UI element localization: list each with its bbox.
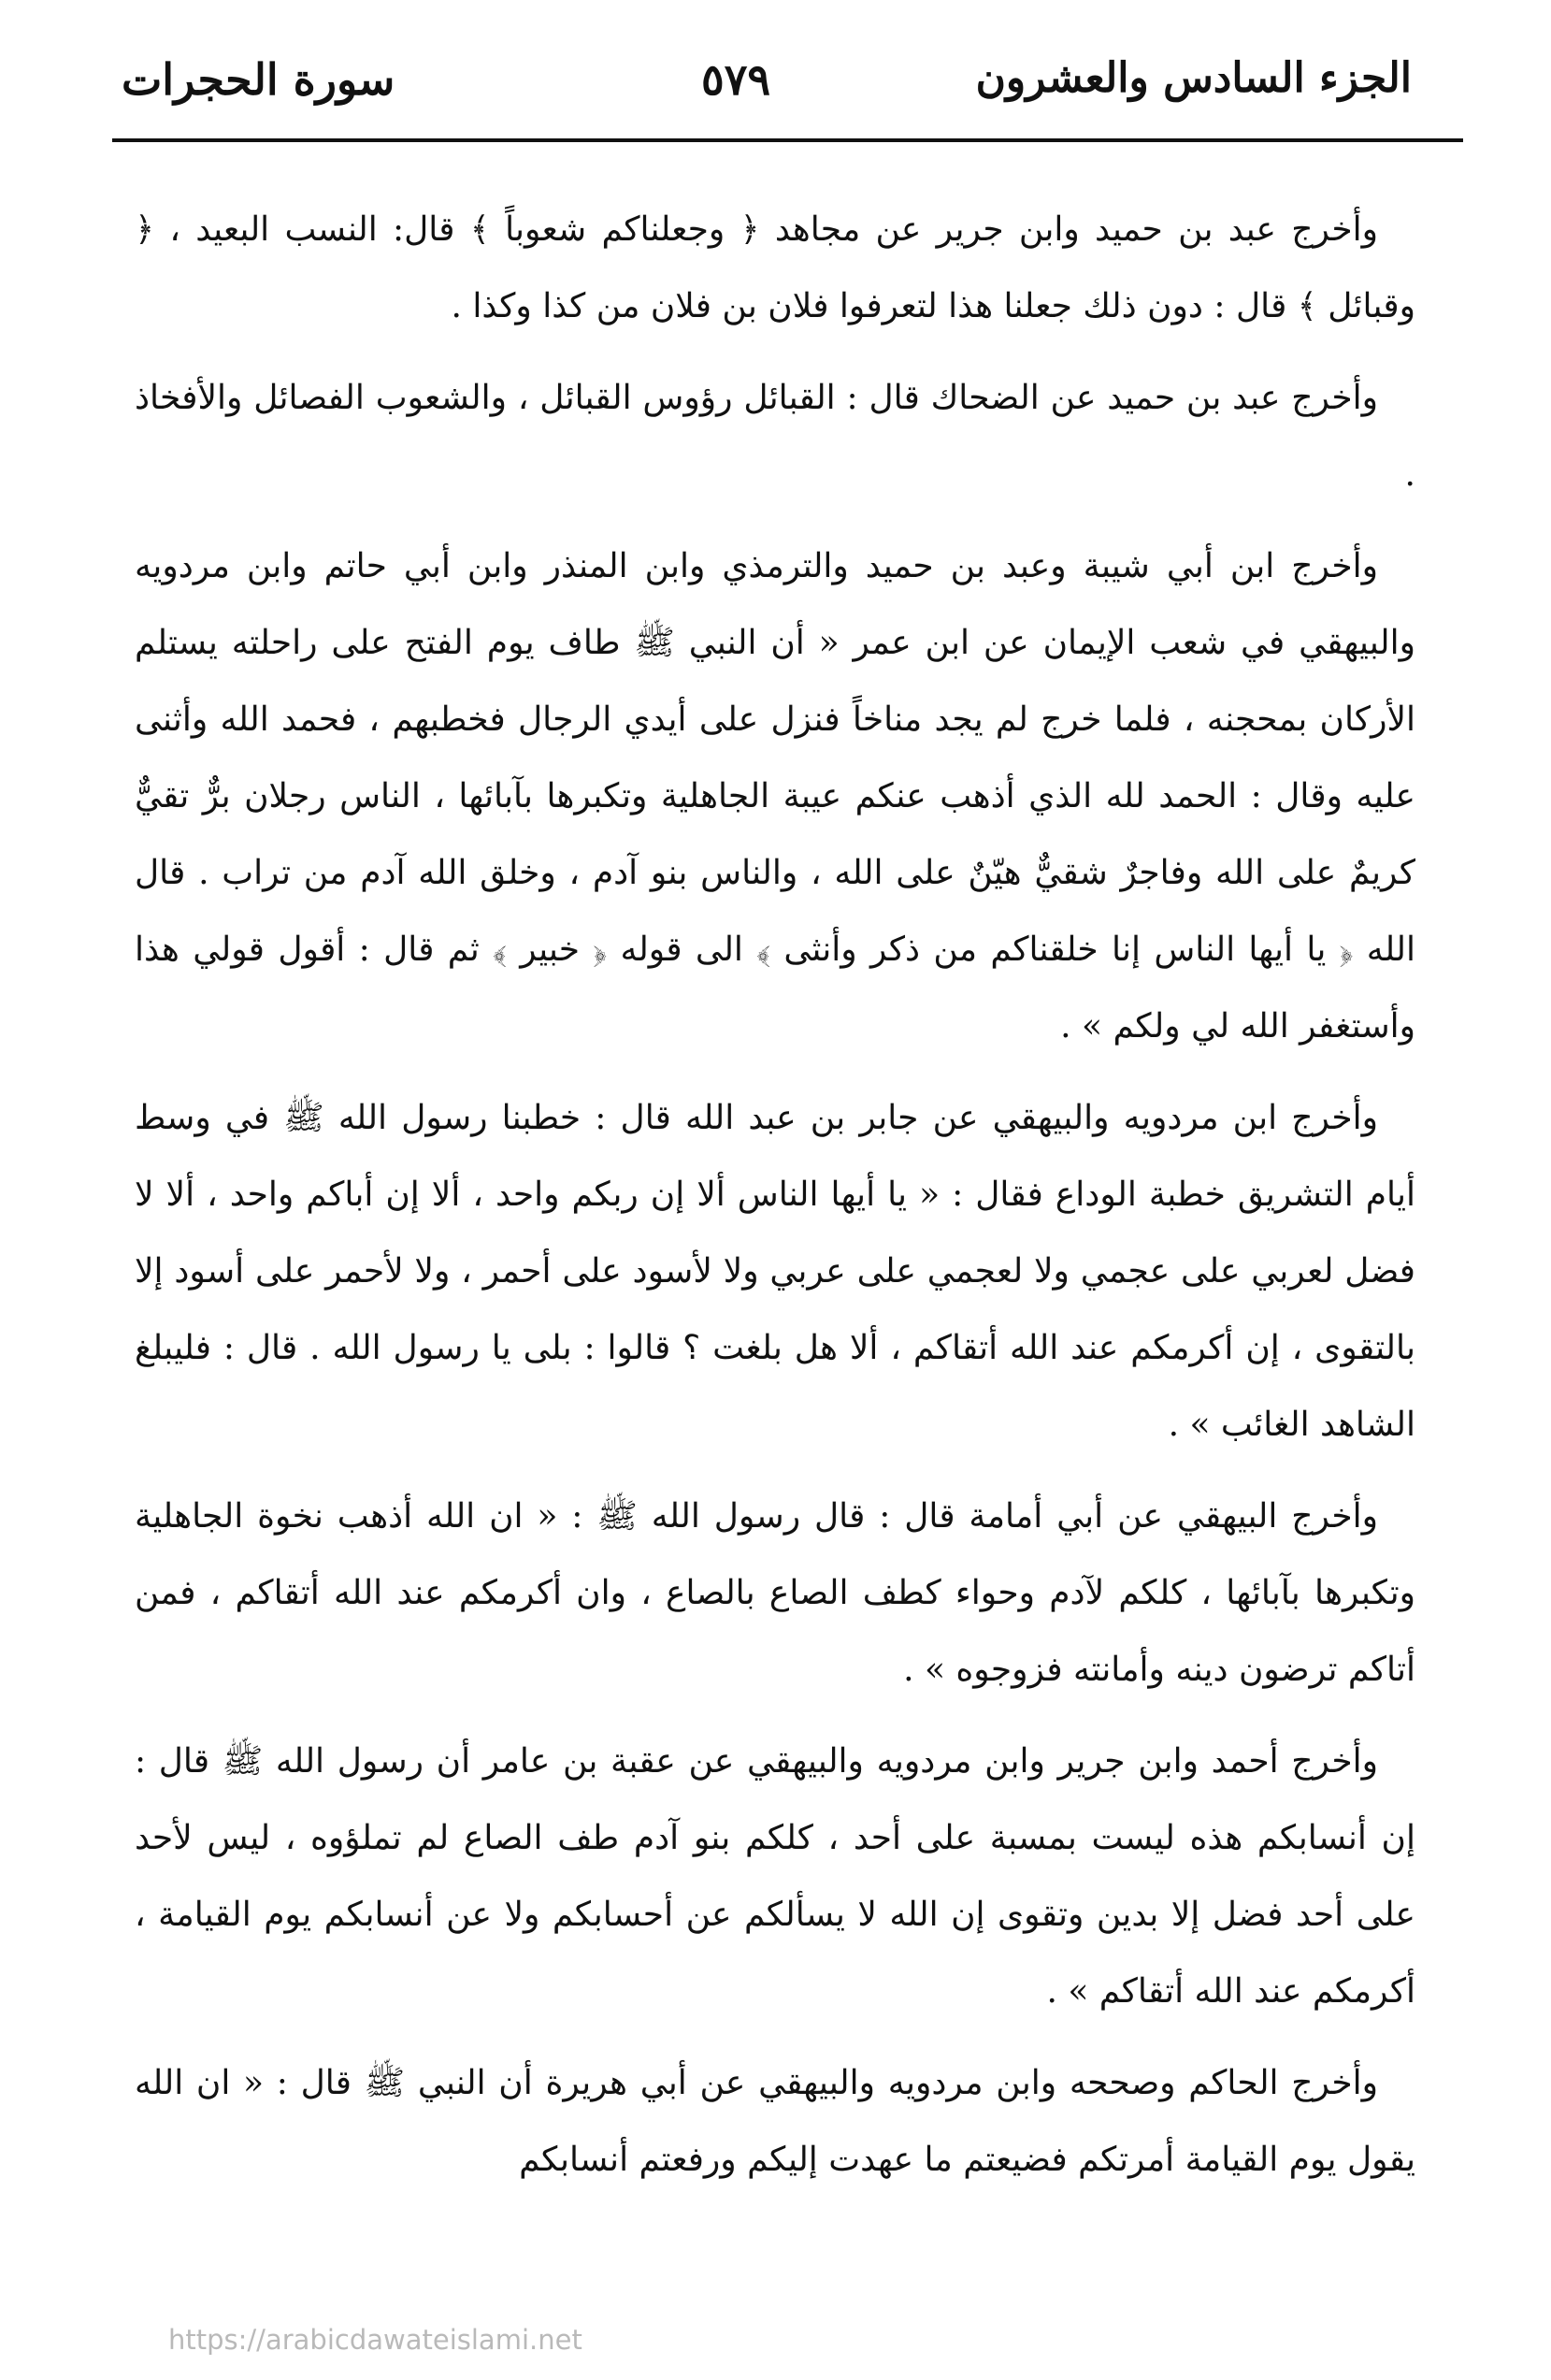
page-header xyxy=(103,37,1463,140)
paragraph-uqba: وأخرج أحمد وابن جرير وابن مردويه والبيهقي عن عقبة بن عامر أن رسول الله ﷺ قال : إن أنسابكم هذه ليست بمسبة على أحد ، كلكم بنو آدم طف الصاع لم تملؤوه ، ليس لأحد على أحد فضل إلا بدين وتقوى إن الله لا يسألكم عن أحسابكم ولا عن أنسابكم يوم القيامة ، أكرمكم عند الله أتقاكم » . xyxy=(135,1742,1415,2011)
surah-title: سورة الحجرات xyxy=(122,54,395,105)
source-watermark: https://arabicdawateislami.net xyxy=(168,2324,582,2356)
paragraph-abu-umama: وأخرج البيهقي عن أبي أمامة قال : قال رسول الله ﷺ : « ان الله أذهب نخوة الجاهلية وتكبرها بآبائها ، كلكم لآدم وحواء كطف الصاع بالصاع ، وان أكرمكم عند الله أتقاكم ، فمن أتاكم ترضون دينه وأمانته فزوجوه » . xyxy=(135,1497,1415,1689)
paragraph-ibn-umar: وأخرج ابن أبي شيبة وعبد بن حميد والترمذي وابن المنذر وابن أبي حاتم وابن مردويه والبيهقي في شعب الإيمان عن ابن عمر « أن النبي ﷺ طاف يوم الفتح على راحلته يستلم الأركان بمحجنه ، فلما خرج لم يجد مناخاً فنزل على أيدي الرجال فخطبهم ، فحمد الله وأثنى عليه وقال : الحمد لله الذي أذهب عنكم عيبة الجاهلية وتكبرها بآبائها ، الناس رجلان برٌّ تقيٌّ كريمٌ على الله وفاجرٌ شقيٌّ هيّنٌ على الله ، والناس بنو آدم ، وخلق الله آدم من تراب . قال الله ﴿ يا أيها الناس إنا خلقناكم من ذكر وأنثى ﴾ الى قوله ﴿ خبير ﴾ ثم قال : أقول قولي هذا وأستغفر الله لي ولكم » . xyxy=(135,547,1415,1046)
page-content xyxy=(135,192,1415,2286)
page-number: ٥٧٩ xyxy=(701,54,771,105)
paragraph-abu-huraira: وأخرج الحاكم وصححه وابن مردويه والبيهقي عن أبي هريرة أن النبي ﷺ قال : « ان الله يقول يوم القيامة أمرتكم فضيعتم ما عهدت إليكم ورفعتم أنسابكم xyxy=(135,2064,1415,2179)
part-title: الجزء السادس والعشرون xyxy=(975,54,1412,102)
paragraph-jabir: وأخرج ابن مردويه والبيهقي عن جابر بن عبد الله قال : خطبنا رسول الله ﷺ في وسط أيام التشريق خطبة الوداع فقال : « يا أيها الناس ألا إن ربكم واحد ، ألا إن أباكم واحد ، ألا لا فضل لعربي على عجمي ولا لعجمي على عربي ولا لأسود على أحمر ، ولا لأحمر على أسود إلا بالتقوى ، إن أكرمكم عند الله أتقاكم ، ألا هل بلغت ؟ قالوا : بلى يا رسول الله . قال : فليبلغ الشاهد الغائب » . xyxy=(135,1099,1415,1444)
paragraph-mujahid: وأخرج عبد بن حميد وابن جرير عن مجاهد ﴿ وجعلناكم شعوباً ﴾ قال: النسب البعيد ، ﴿ وقبائل ﴾ قال : دون ذلك جعلنا هذا لتعرفوا فلان بن فلان من كذا وكذا . xyxy=(135,210,1415,325)
paragraph-dahhak: وأخرج عبد بن حميد عن الضحاك قال : القبائل رؤوس القبائل ، والشعوب الفصائل والأفخاذ . xyxy=(135,379,1415,494)
header-divider xyxy=(112,138,1463,142)
